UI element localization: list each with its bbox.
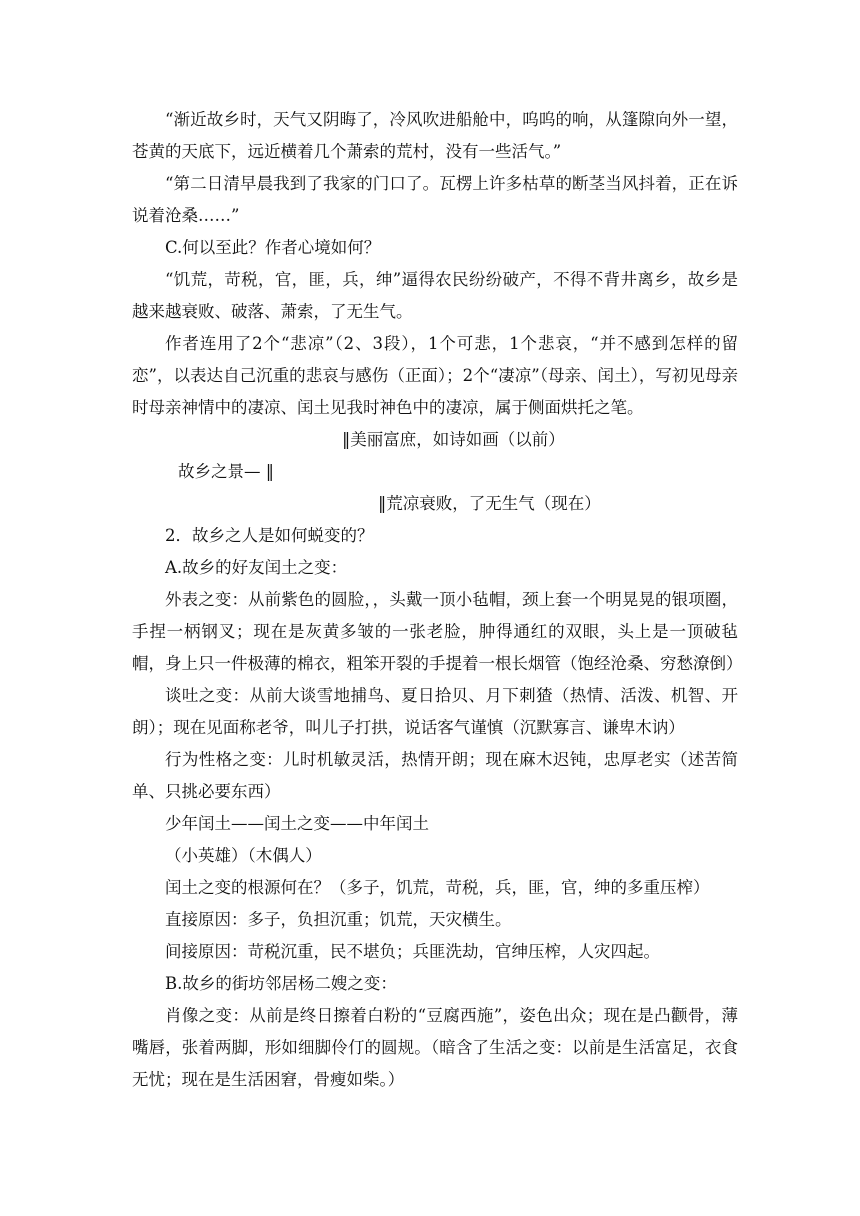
section-heading-c: C.何以至此？作者心境如何？ [165,238,381,257]
diagram-past-line: ‖美丽富庶，如诗如画（以前） [342,430,565,449]
paragraph-appearance-change: 外表之变：从前紫色的圆脸，，头戴一顶小毡帽，颈上套一个明晃晃的银项圈，手捏一柄钢叉；现在是灰黄多皱的一张老脸，肿得通红的双眼，头上是一顶破毡帽，身上只一件极薄的棉衣，粗笨开裂的手提着一根长烟管（饱经沧桑、穷愁潦倒） [132,590,743,673]
scenery-bracket-diagram [132,424,738,520]
paragraph-indirect-cause: 间接原因：苛税沉重，民不堪负；兵匪洗劫，官绅压榨，人灾四起。 [165,942,660,961]
paragraph-cause: “饥荒，苛税，官，匪，兵，绅”逼得农民纷纷破产，不得不背井离乡，故乡是越来越衰败、破落、萧索，了无生气。 [132,270,738,321]
quote-paragraph-1: “渐近故乡时，天气又阴晦了，冷风吹进船舱中，呜呜的响，从篷隙向外一望，苍黄的天底下，远近横着几个萧索的荒村，没有一些活气。” [132,110,738,161]
document-body [132,104,743,1096]
paragraph-direct-cause: 直接原因：多子，负担沉重；饥荒，天灾横生。 [165,910,512,929]
runtu-labels-line: （小英雄）（木偶人） [165,846,322,865]
paragraph-speech-change: 谈吐之变：从前大谈雪地捕鸟、夏日拾贝、月下刺猹（热情、活泼、机智、开朗）；现在见面称老爷，叫儿子打拱，说话客气谨慎（沉默寡言、谦卑木讷） [132,686,738,737]
diagram-present-line: ‖荒凉衰败，了无生气（现在） [378,494,601,513]
paragraph-root-cause: 闰土之变的根源何在？（多子，饥荒，苛税，兵，匪，官，绅的多重压榨） [165,878,710,897]
quote-paragraph-2: “第二日清早晨我到了我家的门口了。瓦楞上许多枯草的断茎当风抖着，正在诉说着沧桑……” [132,174,738,225]
runtu-change-line: 少年闰土——闰土之变——中年闰土 [165,814,429,833]
section-heading-b: B.故乡的街坊邻居杨二嫂之变： [165,974,397,993]
section-heading-a: A.故乡的好友闰土之变： [165,558,348,577]
section-heading-2: 2．故乡之人是如何蜕变的？ [165,526,374,545]
paragraph-mood: 作者连用了2个“悲凉”（2、3段），1个可悲，1个悲哀，“并不感到怎样的留恋”，以表达自己沉重的悲哀与感伤（正面）；2个“凄凉”（母亲、闰土），写初见母亲时母亲神情中的凄凉、闰土见我时神色中的凄凉，属于侧面烘托之笔。 [132,334,738,417]
paragraph-portrait-change: 肖像之变：从前是终日擦着白粉的“豆腐西施”，姿色出众；现在是凸颧骨，薄嘴唇，张着两脚，形如细脚伶仃的圆规。（暗含了生活之变：以前是生活富足，衣食无忧；现在是生活困窘，骨瘦如柴。） [132,1006,738,1089]
diagram-label-line: 故乡之景— ‖ [178,462,274,481]
paragraph-behavior-change: 行为性格之变：儿时机敏灵活，热情开朗；现在麻木迟钝，忠厚老实（述苦简单、只挑必要东西） [132,750,738,801]
